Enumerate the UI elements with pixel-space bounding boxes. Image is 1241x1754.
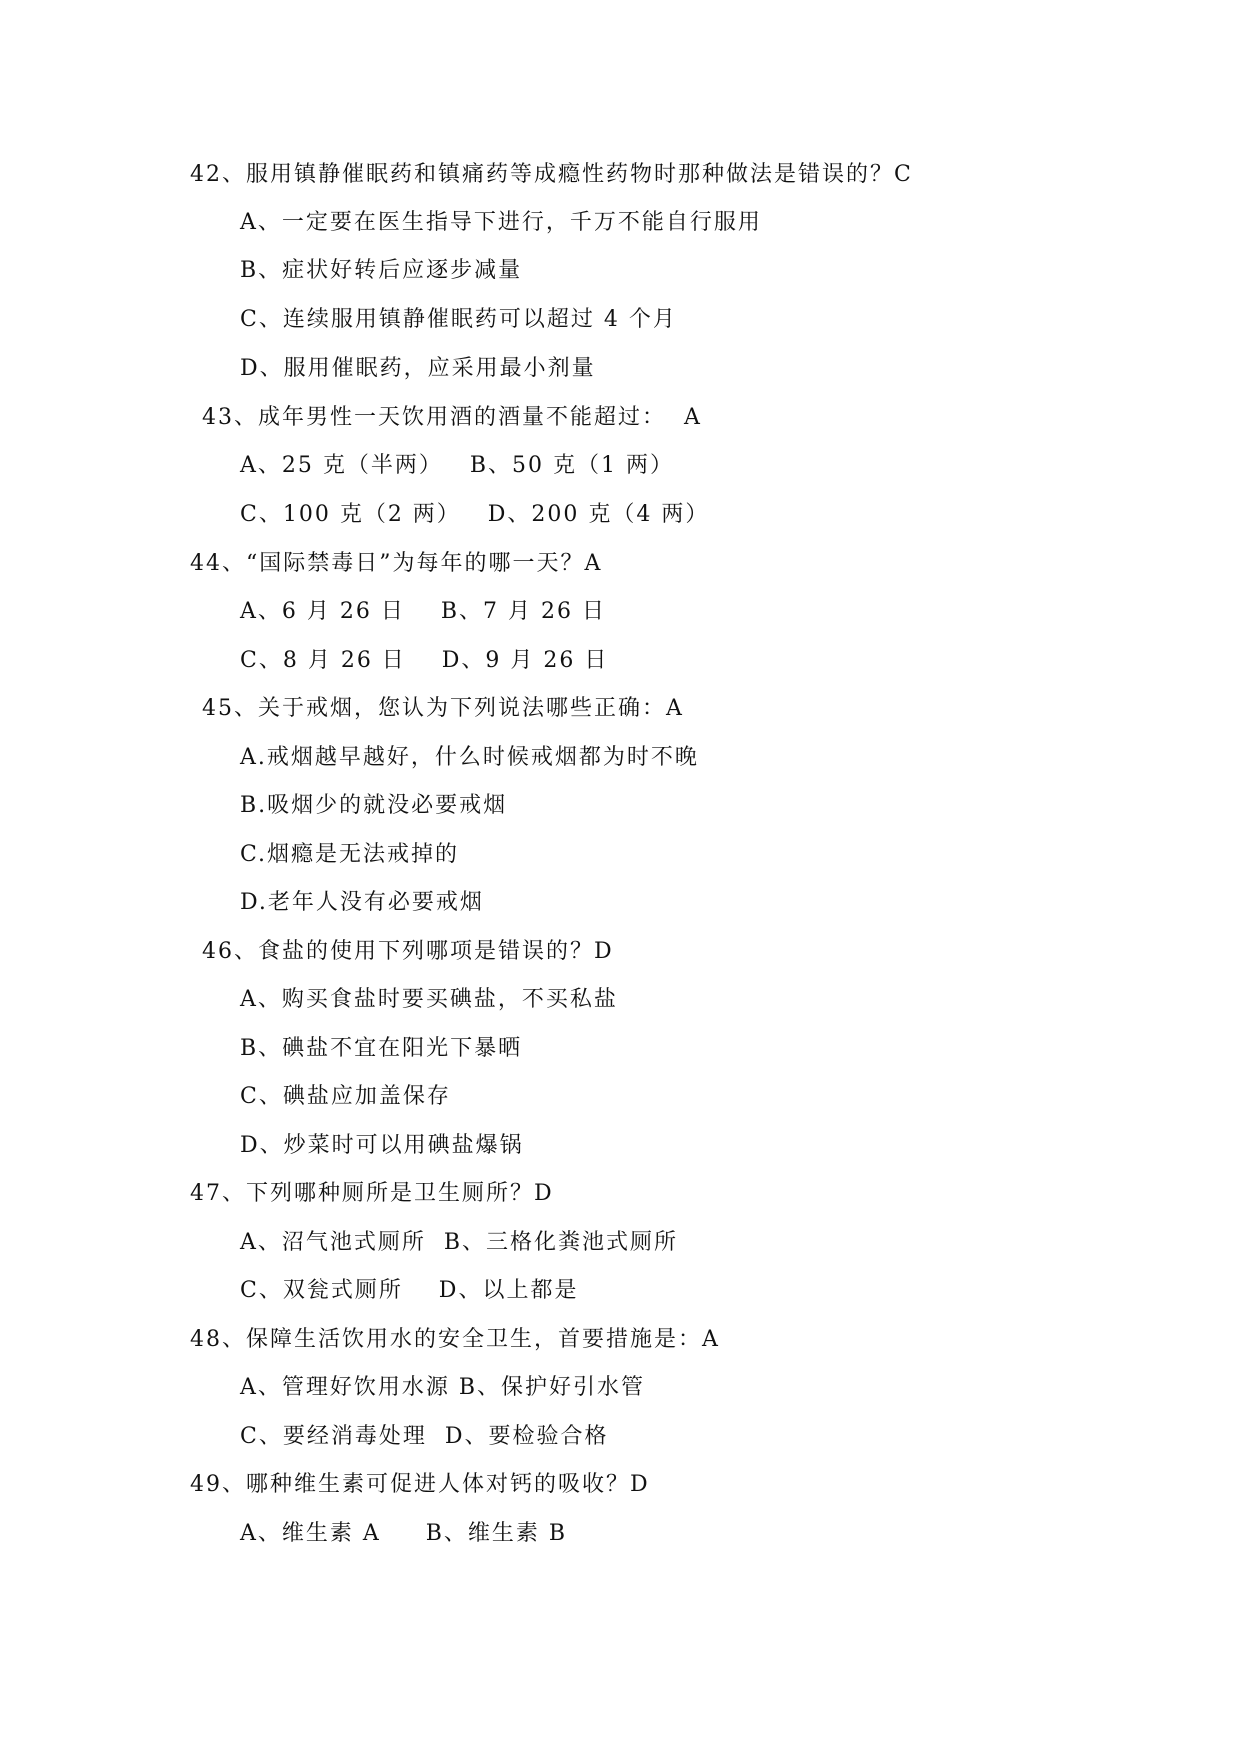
question-43: 43、成年男性一天饮用酒的酒量不能超过： A bbox=[202, 405, 702, 430]
options-44-ab: A、6 月 26 日 B、7 月 26 日 bbox=[240, 599, 606, 624]
option-42-b: B、症状好转后应逐步减量 bbox=[240, 258, 523, 283]
question-46: 46、食盐的使用下列哪项是错误的？D bbox=[202, 939, 614, 964]
option-46-c: C、碘盐应加盖保存 bbox=[240, 1084, 451, 1109]
option-42-c: C、连续服用镇静催眠药可以超过 4 个月 bbox=[240, 307, 677, 332]
options-47-cd: C、双瓮式厕所 D、以上都是 bbox=[240, 1278, 579, 1303]
options-48-ab: A、管理好饮用水源 B、保护好引水管 bbox=[240, 1375, 646, 1400]
options-48-cd: C、要经消毒处理 D、要检验合格 bbox=[240, 1424, 609, 1449]
option-42-a: A、一定要在医生指导下进行，千万不能自行服用 bbox=[240, 210, 762, 235]
options-49-ab: A、维生素 A B、维生素 B bbox=[240, 1521, 568, 1546]
option-45-b: B.吸烟少的就没必要戒烟 bbox=[240, 793, 508, 818]
option-46-d: D、炒菜时可以用碘盐爆锅 bbox=[240, 1133, 524, 1158]
options-44-cd: C、8 月 26 日 D、9 月 26 日 bbox=[240, 648, 609, 673]
question-48: 48、保障生活饮用水的安全卫生，首要措施是：A bbox=[190, 1327, 720, 1352]
option-46-b: B、碘盐不宜在阳光下暴晒 bbox=[240, 1036, 523, 1061]
question-49: 49、哪种维生素可促进人体对钙的吸收？D bbox=[190, 1472, 650, 1497]
option-45-d: D.老年人没有必要戒烟 bbox=[240, 890, 484, 915]
option-45-c: C.烟瘾是无法戒掉的 bbox=[240, 842, 460, 867]
option-45-a: A.戒烟越早越好，什么时候戒烟都为时不晚 bbox=[240, 745, 699, 770]
question-47: 47、下列哪种厕所是卫生厕所？D bbox=[190, 1181, 554, 1206]
question-44: 44、“国际禁毒日”为每年的哪一天？A bbox=[190, 551, 603, 576]
options-47-ab: A、沼气池式厕所 B、三格化粪池式厕所 bbox=[240, 1230, 679, 1255]
question-42: 42、服用镇静催眠药和镇痛药等成瘾性药物时那种做法是错误的？C bbox=[190, 162, 913, 187]
option-46-a: A、购买食盐时要买碘盐，不买私盐 bbox=[240, 987, 618, 1012]
option-42-d: D、服用催眠药，应采用最小剂量 bbox=[240, 356, 596, 381]
options-43-ab: A、25 克（半两） B、50 克（1 两） bbox=[240, 453, 674, 478]
question-45: 45、关于戒烟，您认为下列说法哪些正确：A bbox=[202, 696, 684, 721]
options-43-cd: C、100 克（2 两） D、200 克（4 两） bbox=[240, 502, 710, 527]
